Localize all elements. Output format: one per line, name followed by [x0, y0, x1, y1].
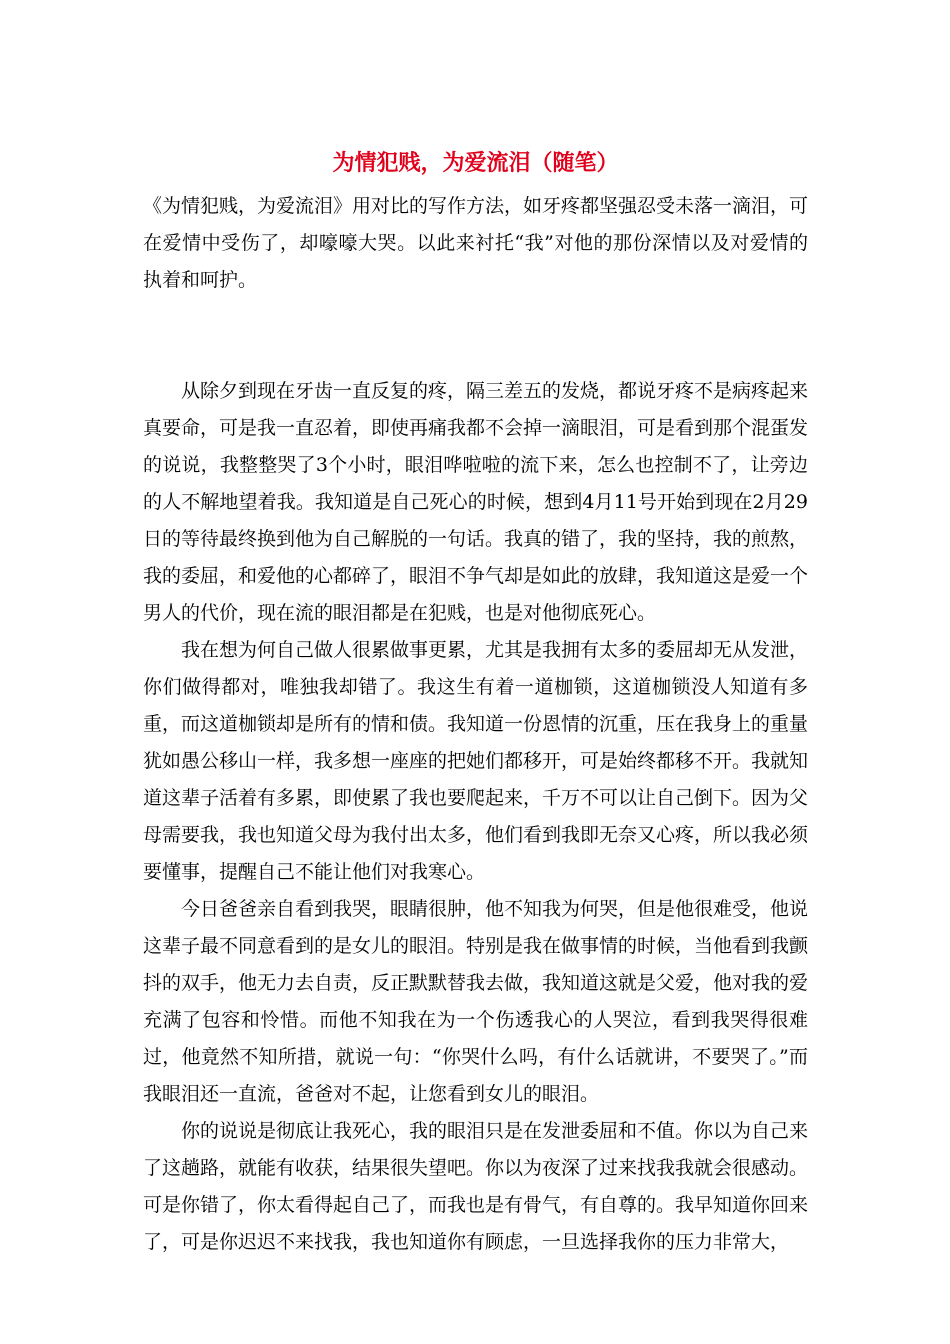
body-paragraph-2: 我在想为何自己做人很累做事更累，尤其是我拥有太多的委屈却无从发泄，你们做得都对，唯独我却错了。我这生有着一道枷锁，这道枷锁没人知道有多重，而这道枷锁却是所有的情和债。我知道一份恩情的沉重，压在我身上的重量犹如愚公移山一样，我多想一座座的把她们都移开，可是始终都移不开。我就知道这辈子活着有多累，即使累了我也要爬起来，千万不可以让自己倒下。因为父母需要我，我也知道父母为我付出太多，他们看到我即无奈又心疼，所以我必须要懂事，提醒自己不能让他们对我寒心。: [143, 639, 809, 883]
intro-paragraph: 《为情犯贱，为爱流泪》用对比的写作方法，如牙疼都坚强忍受未落一滴泪，可在爱情中受伤了，却嚎嚎大哭。以此来衬托“我”对他的那份深情以及对爱情的执着和呵护。: [143, 195, 809, 291]
body-paragraph-1: 从除夕到现在牙齿一直反复的疼，隔三差五的发烧，都说牙疼不是病疼起来真要命，可是我一直忍着，即使再痛我都不会掉一滴眼泪，可是看到那个混蛋发的说说，我整整哭了3个小时，眼泪哗啦啦的流下来，怎么也控制不了，让旁边的人不解地望着我。我知道是自己死心的时候，想到4月11号开始到现在2月29日的等待最终换到他为自己解脱的一句话。我真的错了，我的坚持，我的煎熬，我的委屈，和爱他的心都碎了，眼泪不争气却是如此的放肆，我知道这是爱一个男人的代价，现在流的眼泪都是在犯贱，也是对他彻底死心。: [143, 380, 809, 624]
body-paragraph-3: 今日爸爸亲自看到我哭，眼睛很肿，他不知我为何哭，但是他很难受，他说这辈子最不同意看到的是女儿的眼泪。特别是我在做事情的时候，当他看到我颤抖的双手，他无力去自责，反正默默替我去做，我知道这就是父爱，他对我的爱充满了包容和怜惜。而他不知我在为一个伤透我心的人哭泣，看到我哭得很难过，他竟然不知所措，就说一句：“你哭什么吗，有什么话就讲，不要哭了。”而我眼泪还一直流，爸爸对不起，让您看到女儿的眼泪。: [143, 898, 809, 1105]
body-paragraph-4: 你的说说是彻底让我死心，我的眼泪只是在发泄委屈和不值。你以为自己来了这趟路，就能有收获，结果很失望吧。你以为夜深了过来找我我就会很感动。可是你错了，你太看得起自己了，而我也是有骨气，有自尊的。我早知道你回来了，可是你迟迟不来找我，我也知道你有顾虑，一旦选择我你的压力非常大，: [143, 1120, 809, 1253]
document-title: 为情犯贱，为爱流泪（随笔）: [332, 151, 619, 176]
document-page: [143, 142, 808, 1261]
section-gap: [143, 299, 808, 373]
